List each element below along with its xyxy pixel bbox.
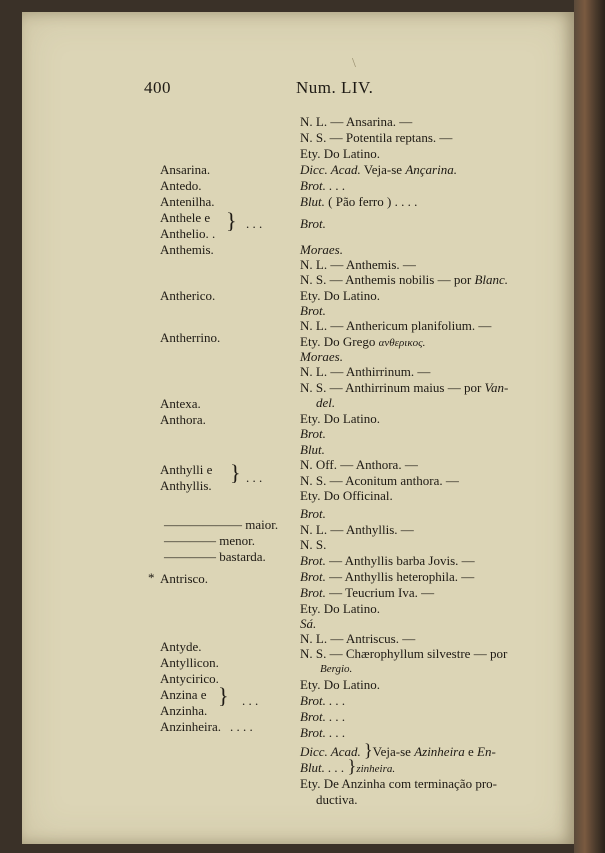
brace: }: [218, 683, 229, 708]
line: N. L. — Ansarina. —: [300, 114, 413, 129]
line: Blut. . . . }zinheira.: [300, 756, 396, 776]
line: Moraes.: [300, 242, 343, 257]
line: Ety. Do Grego ανθερικος.: [300, 334, 426, 349]
line: Dicc. Acad. Veja-se Ançarina.: [300, 162, 457, 177]
ink-mark: \: [352, 56, 356, 71]
entry-menor: ———— menor.: [164, 533, 255, 548]
leader-dots: . . .: [246, 216, 263, 231]
line: Ety. De Anzinha com terminação pro-: [300, 776, 497, 791]
line: N. S. — Potentila reptans. —: [300, 130, 453, 145]
leader-dots: . . .: [246, 470, 263, 485]
line: ductiva.: [316, 792, 358, 807]
line: Blut. ( Pão ferro ) . . . .: [300, 194, 418, 209]
line: del.: [316, 395, 336, 410]
entry-anzinheira: Anzinheira.: [160, 719, 222, 734]
line: N. S. — Anthemis nobilis — por Blanc.: [300, 272, 509, 287]
entry-antenilha: Antenilha.: [160, 194, 215, 209]
line: Ety. Do Latino.: [300, 411, 381, 426]
line: Sá.: [300, 616, 317, 631]
page-title: Num. LIV.: [296, 78, 374, 97]
entry-antrisco: Antrisco.: [160, 571, 209, 586]
entry-anthele: Anthele e: [160, 210, 211, 225]
entry-anthylli: Anthylli e: [160, 462, 213, 477]
brace: }: [226, 208, 237, 233]
line: Brot.: [300, 426, 326, 441]
line: Ety. Do Officinal.: [300, 488, 393, 503]
line: Brot. . . .: [300, 693, 346, 708]
entry-anzinha: Anzinha.: [160, 703, 208, 718]
brace: }: [230, 460, 241, 485]
line: Brot. . . .: [300, 178, 346, 193]
entry-bastarda: ———— bastarda.: [164, 549, 266, 564]
entry-antycirico: Antycirico.: [160, 671, 219, 686]
page-number: 400: [144, 78, 171, 97]
line: N. S.: [300, 537, 327, 552]
line: N. L. — Anthericum planifolium. —: [300, 318, 492, 333]
entry-antyllicon: Antyllicon.: [160, 655, 219, 670]
line: N. S. — Anthirrinum maius — por Van-: [300, 380, 509, 395]
line: Brot. — Anthyllis heterophila. —: [300, 569, 475, 584]
leader-dots: . . .: [242, 693, 259, 708]
entry-anthemis: Anthemis.: [160, 242, 214, 257]
line: Moraes.: [300, 349, 343, 364]
line: Ety. Do Latino.: [300, 288, 381, 303]
line: Brot. . . .: [300, 709, 346, 724]
entry-ansarina: Ansarina.: [160, 162, 211, 177]
leader-dots: . . . .: [230, 719, 253, 734]
line: N. S. — Chærophyllum silvestre — por: [300, 646, 508, 661]
line: Ety. Do Latino.: [300, 146, 381, 161]
line: N. L. — Anthemis. —: [300, 257, 416, 272]
entry-anthora: Anthora.: [160, 412, 206, 427]
line: N. L. — Antriscus. —: [300, 631, 416, 646]
book-page: [22, 12, 574, 844]
line: Blut.: [300, 442, 325, 457]
entry-antedo: Antedo.: [160, 178, 202, 193]
entry-anzina: Anzina e: [160, 687, 207, 702]
line: Bergio.: [320, 663, 353, 675]
line: Brot. — Anthyllis barba Jovis. —: [300, 553, 475, 568]
entry-anthyllis: Anthyllis.: [160, 478, 212, 493]
entry-maior: —————— maior.: [164, 517, 279, 532]
entry-antherrino: Antherrino.: [160, 330, 221, 345]
line: Brot. — Teucrium Iva. —: [300, 585, 435, 600]
book-spine: [574, 0, 605, 853]
line: N. Off. — Anthora. —: [300, 457, 418, 472]
line: Ety. Do Latino.: [300, 601, 381, 616]
entry-antexa: Antexa.: [160, 396, 201, 411]
asterisk-mark: *: [148, 570, 155, 585]
line: Brot.: [300, 216, 326, 231]
line: N. L. — Anthirrinum. —: [300, 364, 431, 379]
line: N. S. — Aconitum anthora. —: [300, 473, 459, 488]
line: Dicc. Acad. }Veja-se Azinheira e En-: [300, 740, 496, 760]
line: Brot. . . .: [300, 725, 346, 740]
line: Brot.: [300, 303, 326, 318]
line: N. L. — Anthyllis. —: [300, 522, 414, 537]
entry-antyde: Antyde.: [160, 639, 202, 654]
line: Ety. Do Latino.: [300, 677, 381, 692]
entry-antherico: Antherico.: [160, 288, 216, 303]
entry-anthelio: Anthelio. .: [160, 226, 216, 241]
line: Brot.: [300, 506, 326, 521]
